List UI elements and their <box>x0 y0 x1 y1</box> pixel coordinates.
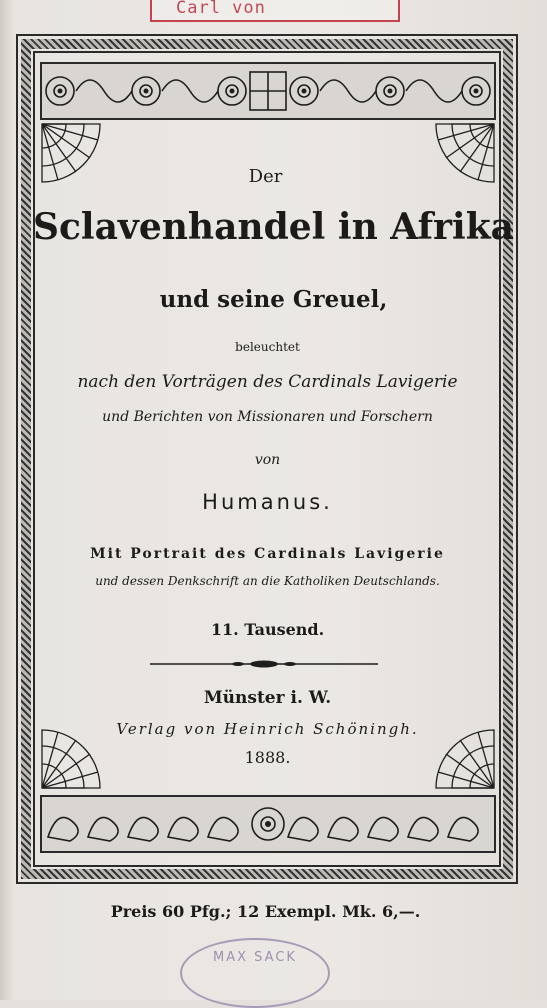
title-subtitle: und seine Greuel, <box>159 286 388 313</box>
bottom-ornament-band <box>40 795 496 853</box>
title-main: Sclavenhandel in Afrika <box>33 206 514 248</box>
title-der: Der <box>248 166 283 187</box>
place-of-publication: Münster i. W. <box>203 688 332 708</box>
library-stamp-bottom: MAX SACK <box>180 938 330 1008</box>
publisher: Verlag von Heinrich Schöningh. <box>116 720 419 738</box>
divider-rule <box>150 658 378 670</box>
line-portrait: Mit Portrait des Cardinals Lavigerie <box>90 546 445 562</box>
edition-label: 11. Tausend. <box>210 620 325 639</box>
line-von: von <box>254 452 281 468</box>
library-stamp-top: Carl von <box>150 0 400 22</box>
author-name: Humanus. <box>202 490 333 514</box>
line-nach-vortraegen: nach den Vorträgen des Cardinals Lavigerie <box>77 372 458 392</box>
line-denkschrift: und dessen Denkschrift an die Katholiken Deutschlands. <box>95 574 440 588</box>
price-line: Preis 60 Pfg.; 12 Exempl. Mk. 6,—. <box>110 902 421 921</box>
line-berichten: und Berichten von Missionaren und Forschern <box>102 409 433 425</box>
line-beleuchtet: beleuchtet <box>235 340 300 354</box>
top-ornament-band <box>40 62 496 120</box>
publication-year: 1888. <box>244 748 291 767</box>
